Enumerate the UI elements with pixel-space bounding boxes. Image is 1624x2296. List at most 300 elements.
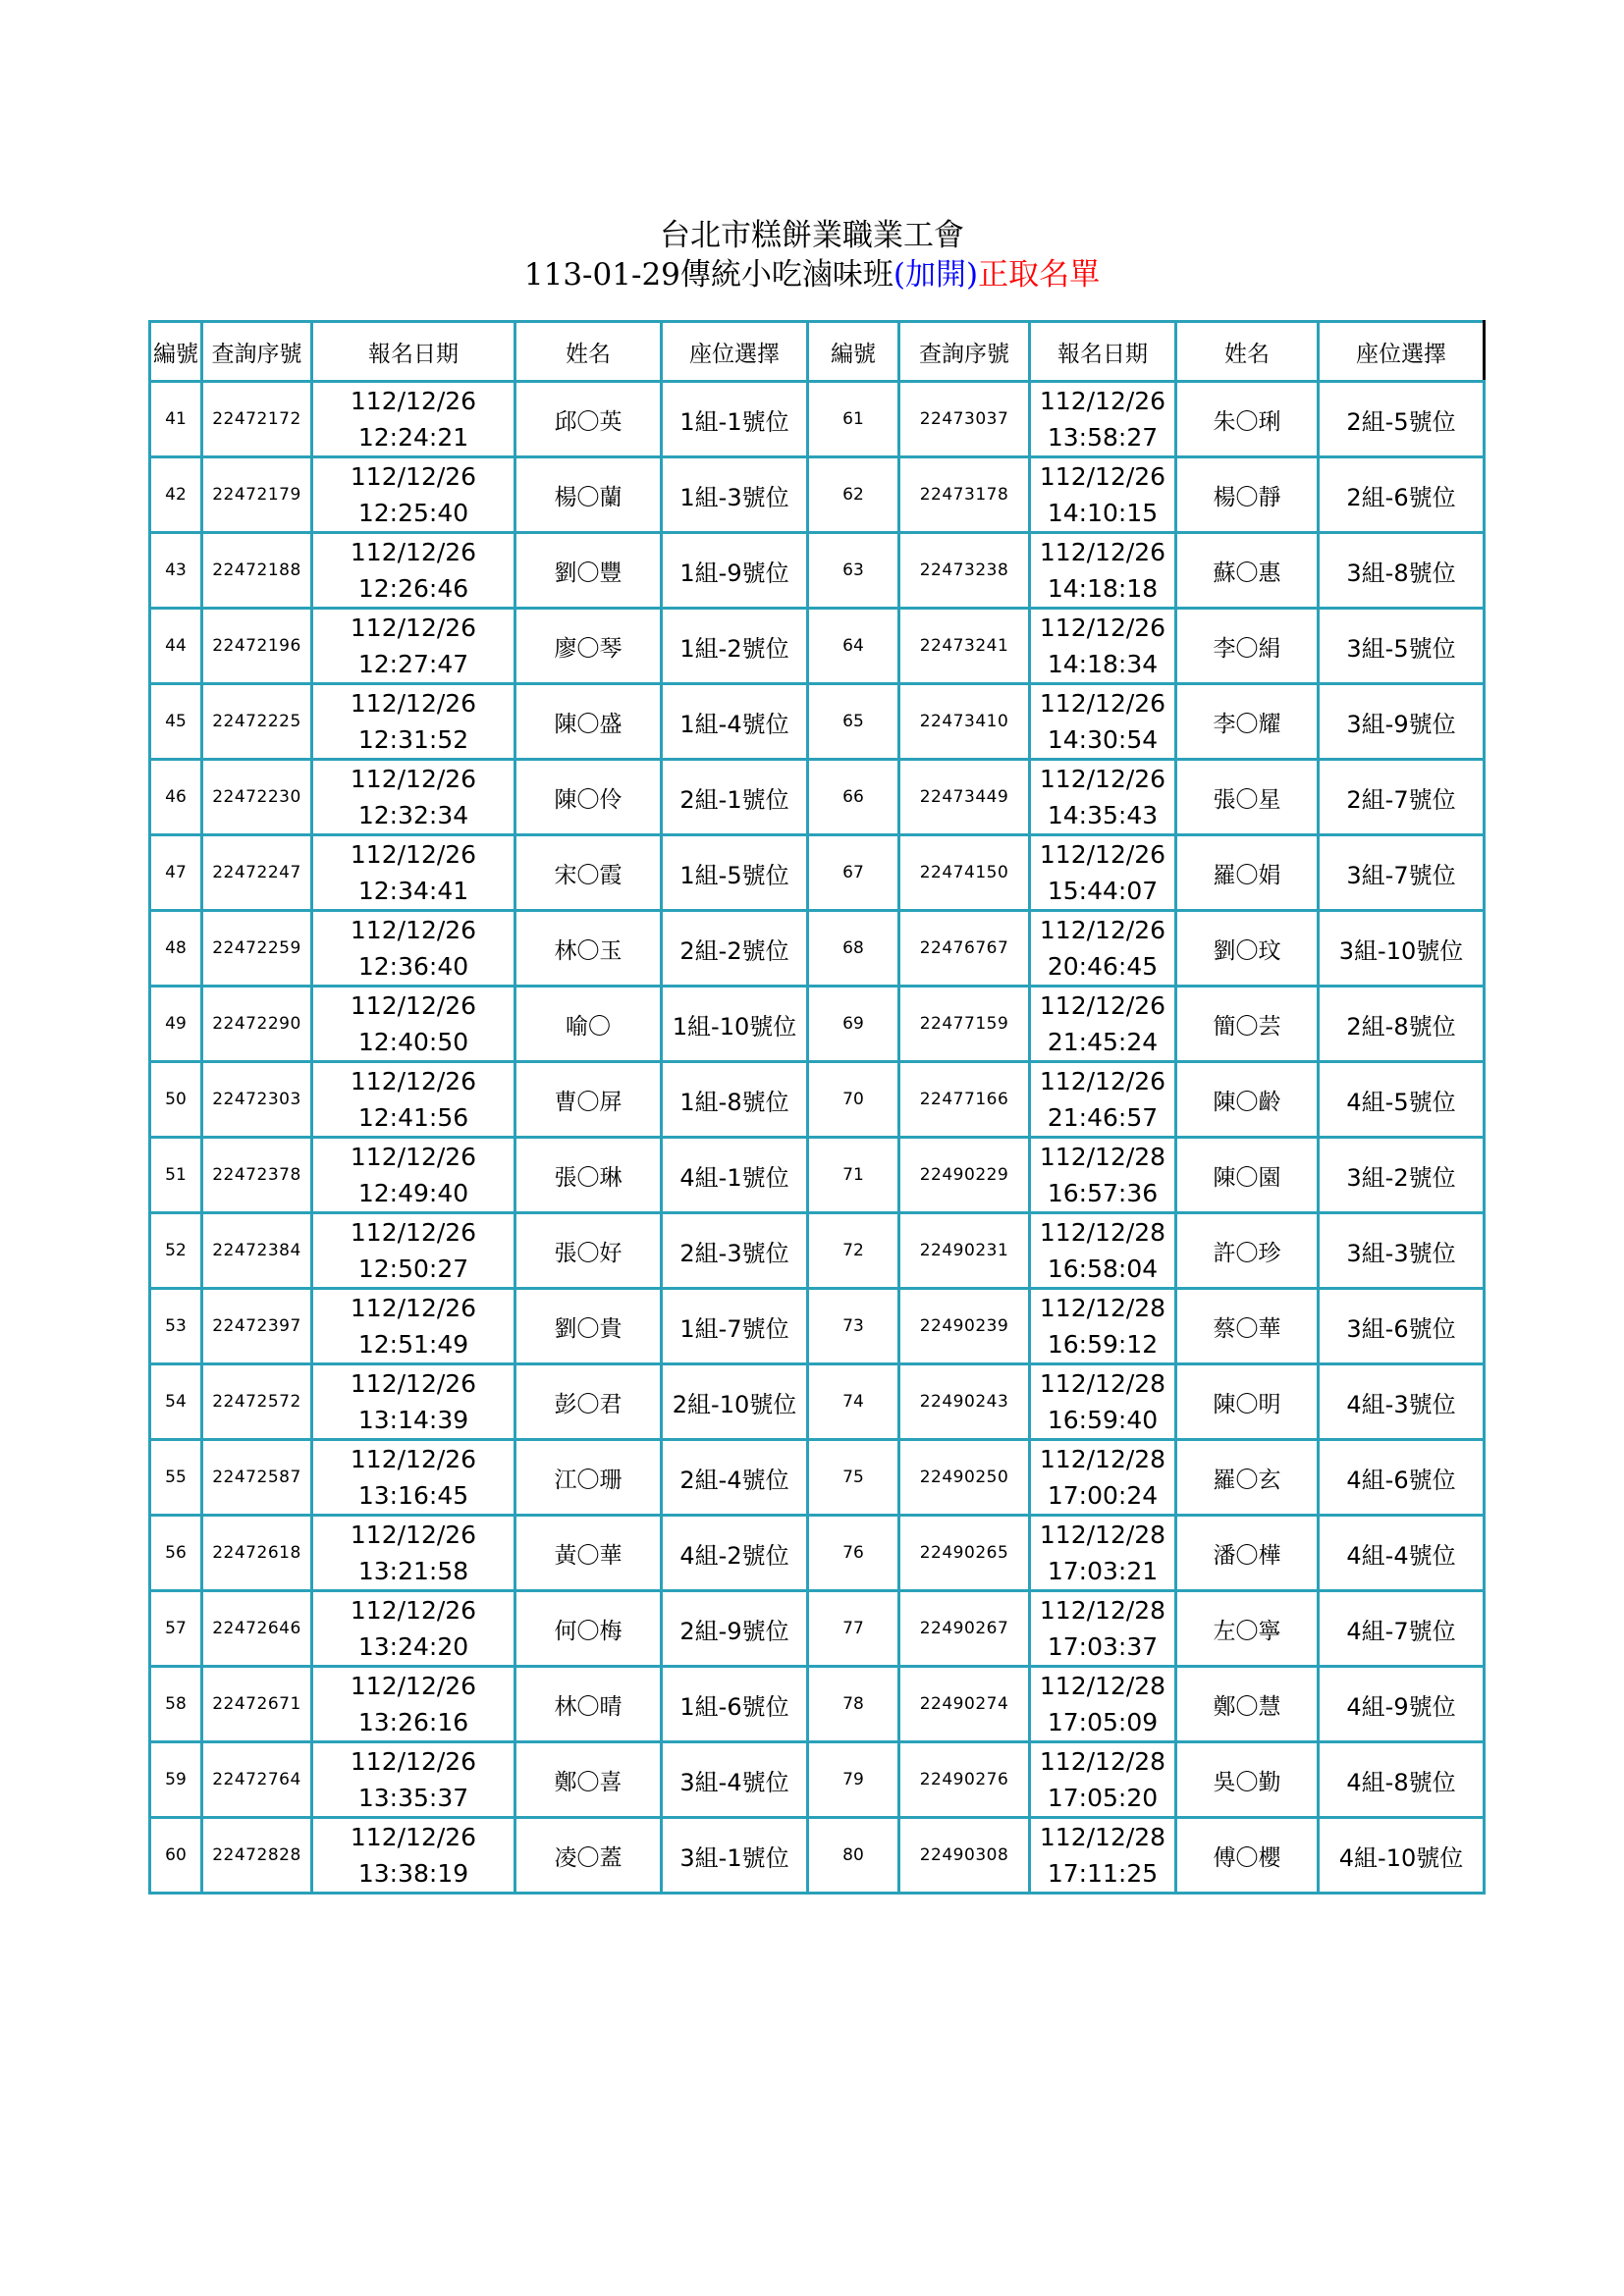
signup-date: 112/12/28 xyxy=(1039,1823,1166,1851)
signup-date: 112/12/28 xyxy=(1039,1369,1166,1398)
query-id: 22490308 xyxy=(899,1818,1030,1894)
entry-number: 42 xyxy=(150,457,202,533)
admission-roster-table xyxy=(148,320,1486,1895)
signup-time: 12:25:40 xyxy=(357,499,469,527)
signup-datetime-cell xyxy=(1030,1289,1176,1364)
signup-date: 112/12/26 xyxy=(1039,991,1166,1020)
signup-datetime-cell xyxy=(312,1364,515,1440)
entry-number: 79 xyxy=(808,1742,899,1818)
signup-time: 16:59:12 xyxy=(1047,1330,1159,1359)
query-id: 22473410 xyxy=(899,684,1030,760)
query-id: 22472225 xyxy=(202,684,312,760)
entry-number: 52 xyxy=(150,1213,202,1289)
signup-time: 13:26:16 xyxy=(357,1708,469,1736)
roster-body xyxy=(150,382,1485,1894)
signup-time: 12:40:50 xyxy=(357,1028,469,1056)
signup-time: 12:51:49 xyxy=(357,1330,469,1359)
seat-assignment: 1組-6號位 xyxy=(662,1667,808,1742)
query-id: 22490276 xyxy=(899,1742,1030,1818)
entry-number: 63 xyxy=(808,533,899,609)
query-id: 22490231 xyxy=(899,1213,1030,1289)
signup-date: 112/12/26 xyxy=(350,916,477,944)
entry-number: 67 xyxy=(808,835,899,911)
query-id: 22490239 xyxy=(899,1289,1030,1364)
seat-assignment: 1組-7號位 xyxy=(662,1289,808,1364)
query-id: 22490243 xyxy=(899,1364,1030,1440)
applicant-name: 林〇晴 xyxy=(515,1667,662,1742)
seat-assignment: 3組-2號位 xyxy=(1319,1138,1485,1213)
signup-time: 17:00:24 xyxy=(1047,1481,1159,1510)
signup-date: 112/12/26 xyxy=(1039,765,1166,793)
signup-datetime-cell xyxy=(1030,1213,1176,1289)
table-row xyxy=(150,1364,1485,1440)
seat-assignment: 3組-3號位 xyxy=(1319,1213,1485,1289)
seat-assignment: 4組-5號位 xyxy=(1319,1062,1485,1138)
signup-time: 14:35:43 xyxy=(1047,801,1159,829)
applicant-name: 陳〇園 xyxy=(1176,1138,1319,1213)
query-id: 22476767 xyxy=(899,911,1030,987)
query-id: 22477159 xyxy=(899,987,1030,1062)
seat-assignment: 4組-6號位 xyxy=(1319,1440,1485,1516)
entry-number: 56 xyxy=(150,1516,202,1591)
signup-datetime-cell xyxy=(312,987,515,1062)
seat-assignment: 1組-5號位 xyxy=(662,835,808,911)
signup-datetime-cell xyxy=(312,1667,515,1742)
query-id: 22472397 xyxy=(202,1289,312,1364)
header-name: 姓名 xyxy=(515,322,662,382)
entry-number: 49 xyxy=(150,987,202,1062)
applicant-name: 鄭〇喜 xyxy=(515,1742,662,1818)
entry-number: 61 xyxy=(808,382,899,457)
applicant-name: 劉〇貴 xyxy=(515,1289,662,1364)
entry-number: 72 xyxy=(808,1213,899,1289)
signup-date: 112/12/26 xyxy=(350,462,477,491)
signup-time: 12:34:41 xyxy=(357,877,469,905)
signup-datetime-cell xyxy=(1030,1138,1176,1213)
seat-assignment: 1組-1號位 xyxy=(662,382,808,457)
applicant-name: 彭〇君 xyxy=(515,1364,662,1440)
entry-number: 50 xyxy=(150,1062,202,1138)
signup-date: 112/12/26 xyxy=(350,689,477,718)
signup-time: 21:46:57 xyxy=(1047,1103,1159,1132)
signup-time: 13:38:19 xyxy=(357,1859,469,1888)
signup-date: 112/12/26 xyxy=(1039,1067,1166,1095)
entry-number: 80 xyxy=(808,1818,899,1894)
table-row xyxy=(150,1516,1485,1591)
signup-datetime-cell xyxy=(312,1818,515,1894)
entry-number: 77 xyxy=(808,1591,899,1667)
applicant-name: 曹〇屏 xyxy=(515,1062,662,1138)
signup-date: 112/12/26 xyxy=(350,1218,477,1247)
entry-number: 58 xyxy=(150,1667,202,1742)
seat-assignment: 1組-3號位 xyxy=(662,457,808,533)
query-id: 22473178 xyxy=(899,457,1030,533)
entry-number: 48 xyxy=(150,911,202,987)
header-seat: 座位選擇 xyxy=(1319,322,1485,382)
signup-date: 112/12/26 xyxy=(350,1596,477,1625)
header-number: 編號 xyxy=(808,322,899,382)
seat-assignment: 3組-7號位 xyxy=(1319,835,1485,911)
query-id: 22472671 xyxy=(202,1667,312,1742)
signup-datetime-cell xyxy=(1030,684,1176,760)
header-query-id: 查詢序號 xyxy=(899,322,1030,382)
query-id: 22472196 xyxy=(202,609,312,684)
applicant-name: 簡〇芸 xyxy=(1176,987,1319,1062)
signup-time: 13:24:20 xyxy=(357,1632,469,1661)
seat-assignment: 1組-4號位 xyxy=(662,684,808,760)
signup-datetime-cell xyxy=(1030,1818,1176,1894)
entry-number: 74 xyxy=(808,1364,899,1440)
header-seat: 座位選擇 xyxy=(662,322,808,382)
signup-datetime-cell xyxy=(1030,911,1176,987)
seat-assignment: 3組-5號位 xyxy=(1319,609,1485,684)
applicant-name: 凌〇蓋 xyxy=(515,1818,662,1894)
table-row xyxy=(150,1818,1485,1894)
signup-date: 112/12/28 xyxy=(1039,1672,1166,1700)
seat-assignment: 2組-8號位 xyxy=(1319,987,1485,1062)
entry-number: 41 xyxy=(150,382,202,457)
signup-time: 12:26:46 xyxy=(357,574,469,603)
applicant-name: 鄭〇慧 xyxy=(1176,1667,1319,1742)
signup-datetime-cell xyxy=(1030,1516,1176,1591)
query-id: 22490250 xyxy=(899,1440,1030,1516)
signup-time: 14:10:15 xyxy=(1047,499,1159,527)
header-name: 姓名 xyxy=(1176,322,1319,382)
document-title xyxy=(0,216,1624,294)
seat-assignment: 4組-2號位 xyxy=(662,1516,808,1591)
table-row xyxy=(150,987,1485,1062)
query-id: 22472179 xyxy=(202,457,312,533)
applicant-name: 楊〇蘭 xyxy=(515,457,662,533)
query-id: 22477166 xyxy=(899,1062,1030,1138)
signup-datetime-cell xyxy=(1030,1440,1176,1516)
signup-datetime-cell xyxy=(312,1742,515,1818)
signup-datetime-cell xyxy=(312,382,515,457)
entry-number: 46 xyxy=(150,760,202,835)
signup-datetime-cell xyxy=(312,609,515,684)
applicant-name: 何〇梅 xyxy=(515,1591,662,1667)
entry-number: 68 xyxy=(808,911,899,987)
signup-time: 13:58:27 xyxy=(1047,423,1159,452)
signup-time: 14:30:54 xyxy=(1047,725,1159,754)
signup-datetime-cell xyxy=(1030,1667,1176,1742)
signup-datetime-cell xyxy=(312,1289,515,1364)
entry-number: 54 xyxy=(150,1364,202,1440)
seat-assignment: 2組-7號位 xyxy=(1319,760,1485,835)
signup-datetime-cell xyxy=(1030,382,1176,457)
header-row xyxy=(150,322,1485,382)
signup-datetime-cell xyxy=(312,760,515,835)
signup-date: 112/12/26 xyxy=(350,1067,477,1095)
table-row xyxy=(150,533,1485,609)
applicant-name: 許〇珍 xyxy=(1176,1213,1319,1289)
entry-number: 78 xyxy=(808,1667,899,1742)
signup-date: 112/12/26 xyxy=(350,614,477,642)
signup-time: 16:57:36 xyxy=(1047,1179,1159,1207)
applicant-name: 羅〇玄 xyxy=(1176,1440,1319,1516)
seat-assignment: 2組-1號位 xyxy=(662,760,808,835)
signup-date: 112/12/26 xyxy=(350,991,477,1020)
entry-number: 64 xyxy=(808,609,899,684)
signup-date: 112/12/28 xyxy=(1039,1521,1166,1549)
seat-assignment: 1組-9號位 xyxy=(662,533,808,609)
query-id: 22472247 xyxy=(202,835,312,911)
seat-assignment: 2組-2號位 xyxy=(662,911,808,987)
signup-datetime-cell xyxy=(1030,760,1176,835)
signup-date: 112/12/26 xyxy=(1039,538,1166,566)
table-row xyxy=(150,1667,1485,1742)
query-id: 22472572 xyxy=(202,1364,312,1440)
signup-time: 12:31:52 xyxy=(357,725,469,754)
signup-time: 13:14:39 xyxy=(357,1406,469,1434)
signup-datetime-cell xyxy=(312,1062,515,1138)
table-row xyxy=(150,457,1485,533)
signup-time: 12:24:21 xyxy=(357,423,469,452)
applicant-name: 林〇玉 xyxy=(515,911,662,987)
signup-date: 112/12/26 xyxy=(350,538,477,566)
signup-datetime-cell xyxy=(1030,1742,1176,1818)
signup-date: 112/12/28 xyxy=(1039,1596,1166,1625)
query-id: 22490265 xyxy=(899,1516,1030,1591)
signup-time: 12:50:27 xyxy=(357,1255,469,1283)
entry-number: 59 xyxy=(150,1742,202,1818)
applicant-name: 李〇耀 xyxy=(1176,684,1319,760)
entry-number: 70 xyxy=(808,1062,899,1138)
admitted-list-label: 正取名單 xyxy=(978,257,1101,293)
entry-number: 60 xyxy=(150,1818,202,1894)
signup-date: 112/12/26 xyxy=(1039,387,1166,415)
applicant-name: 陳〇明 xyxy=(1176,1364,1319,1440)
entry-number: 75 xyxy=(808,1440,899,1516)
header-query-id: 查詢序號 xyxy=(202,322,312,382)
seat-assignment: 2組-4號位 xyxy=(662,1440,808,1516)
signup-date: 112/12/26 xyxy=(350,1521,477,1549)
applicant-name: 江〇珊 xyxy=(515,1440,662,1516)
signup-date: 112/12/26 xyxy=(1039,689,1166,718)
seat-assignment: 3組-10號位 xyxy=(1319,911,1485,987)
signup-time: 20:46:45 xyxy=(1047,952,1159,981)
seat-assignment: 3組-4號位 xyxy=(662,1742,808,1818)
query-id: 22472303 xyxy=(202,1062,312,1138)
query-id: 22473241 xyxy=(899,609,1030,684)
signup-datetime-cell xyxy=(1030,533,1176,609)
entry-number: 47 xyxy=(150,835,202,911)
applicant-name: 蔡〇華 xyxy=(1176,1289,1319,1364)
entry-number: 62 xyxy=(808,457,899,533)
applicant-name: 蘇〇惠 xyxy=(1176,533,1319,609)
class-list-title xyxy=(0,255,1624,294)
seat-assignment: 4組-3號位 xyxy=(1319,1364,1485,1440)
query-id: 22472618 xyxy=(202,1516,312,1591)
applicant-name: 張〇琳 xyxy=(515,1138,662,1213)
table-row xyxy=(150,835,1485,911)
signup-datetime-cell xyxy=(312,1591,515,1667)
applicant-name: 劉〇豐 xyxy=(515,533,662,609)
signup-time: 12:41:56 xyxy=(357,1103,469,1132)
signup-date: 112/12/28 xyxy=(1039,1294,1166,1322)
seat-assignment: 4組-4號位 xyxy=(1319,1516,1485,1591)
seat-assignment: 2組-3號位 xyxy=(662,1213,808,1289)
applicant-name: 劉〇玟 xyxy=(1176,911,1319,987)
signup-date: 112/12/28 xyxy=(1039,1445,1166,1473)
query-id: 22473238 xyxy=(899,533,1030,609)
signup-date: 112/12/26 xyxy=(1039,614,1166,642)
query-id: 22472384 xyxy=(202,1213,312,1289)
signup-datetime-cell xyxy=(1030,987,1176,1062)
entry-number: 55 xyxy=(150,1440,202,1516)
applicant-name: 黃〇華 xyxy=(515,1516,662,1591)
signup-date: 112/12/26 xyxy=(350,1445,477,1473)
signup-date: 112/12/26 xyxy=(350,1294,477,1322)
signup-date: 112/12/26 xyxy=(350,1369,477,1398)
union-name: 台北市糕餅業職業工會 xyxy=(660,218,964,253)
signup-time: 12:49:40 xyxy=(357,1179,469,1207)
applicant-name: 陳〇齡 xyxy=(1176,1062,1319,1138)
signup-date: 112/12/26 xyxy=(350,1747,477,1776)
seat-assignment: 1組-10號位 xyxy=(662,987,808,1062)
table-row xyxy=(150,1138,1485,1213)
signup-date: 112/12/26 xyxy=(1039,916,1166,944)
signup-time: 12:32:34 xyxy=(357,801,469,829)
entry-number: 45 xyxy=(150,684,202,760)
signup-time: 14:18:18 xyxy=(1047,574,1159,603)
signup-datetime-cell xyxy=(312,1138,515,1213)
signup-datetime-cell xyxy=(1030,1062,1176,1138)
seat-assignment: 4組-1號位 xyxy=(662,1138,808,1213)
query-id: 22472290 xyxy=(202,987,312,1062)
query-id: 22490229 xyxy=(899,1138,1030,1213)
applicant-name: 羅〇娟 xyxy=(1176,835,1319,911)
signup-date: 112/12/26 xyxy=(350,840,477,869)
seat-assignment: 2組-6號位 xyxy=(1319,457,1485,533)
entry-number: 66 xyxy=(808,760,899,835)
seat-assignment: 4組-8號位 xyxy=(1319,1742,1485,1818)
applicant-name: 傅〇櫻 xyxy=(1176,1818,1319,1894)
signup-time: 17:05:09 xyxy=(1047,1708,1159,1736)
table-row xyxy=(150,1062,1485,1138)
applicant-name: 吳〇勤 xyxy=(1176,1742,1319,1818)
signup-time: 21:45:24 xyxy=(1047,1028,1159,1056)
query-id: 22472378 xyxy=(202,1138,312,1213)
query-id: 22490274 xyxy=(899,1667,1030,1742)
query-id: 22472188 xyxy=(202,533,312,609)
table-row xyxy=(150,382,1485,457)
signup-date: 112/12/26 xyxy=(1039,462,1166,491)
signup-time: 12:36:40 xyxy=(357,952,469,981)
entry-number: 43 xyxy=(150,533,202,609)
entry-number: 51 xyxy=(150,1138,202,1213)
signup-time: 12:27:47 xyxy=(357,650,469,678)
seat-assignment: 3組-8號位 xyxy=(1319,533,1485,609)
signup-datetime-cell xyxy=(312,1213,515,1289)
table-row xyxy=(150,609,1485,684)
signup-datetime-cell xyxy=(312,457,515,533)
signup-datetime-cell xyxy=(1030,835,1176,911)
query-id: 22472646 xyxy=(202,1591,312,1667)
applicant-name: 潘〇樺 xyxy=(1176,1516,1319,1591)
signup-date: 112/12/28 xyxy=(1039,1143,1166,1171)
applicant-name: 邱〇英 xyxy=(515,382,662,457)
query-id: 22472828 xyxy=(202,1818,312,1894)
header-signup-date: 報名日期 xyxy=(312,322,515,382)
signup-time: 16:59:40 xyxy=(1047,1406,1159,1434)
signup-date: 112/12/28 xyxy=(1039,1218,1166,1247)
signup-date: 112/12/26 xyxy=(350,387,477,415)
entry-number: 69 xyxy=(808,987,899,1062)
seat-assignment: 3組-9號位 xyxy=(1319,684,1485,760)
entry-number: 71 xyxy=(808,1138,899,1213)
signup-time: 17:05:20 xyxy=(1047,1784,1159,1812)
signup-time: 17:11:25 xyxy=(1047,1859,1159,1888)
applicant-name: 張〇星 xyxy=(1176,760,1319,835)
header-signup-date: 報名日期 xyxy=(1030,322,1176,382)
signup-date: 112/12/26 xyxy=(350,1823,477,1851)
signup-time: 16:58:04 xyxy=(1047,1255,1159,1283)
signup-datetime-cell xyxy=(1030,609,1176,684)
table-row xyxy=(150,1289,1485,1364)
table-row xyxy=(150,760,1485,835)
table-row xyxy=(150,684,1485,760)
seat-assignment: 4組-7號位 xyxy=(1319,1591,1485,1667)
query-id: 22472764 xyxy=(202,1742,312,1818)
applicant-name: 左〇寧 xyxy=(1176,1591,1319,1667)
signup-time: 13:35:37 xyxy=(357,1784,469,1812)
signup-time: 13:16:45 xyxy=(357,1481,469,1510)
seat-assignment: 1組-8號位 xyxy=(662,1062,808,1138)
signup-time: 15:44:07 xyxy=(1047,877,1159,905)
applicant-name: 陳〇伶 xyxy=(515,760,662,835)
table-row xyxy=(150,1213,1485,1289)
entry-number: 53 xyxy=(150,1289,202,1364)
signup-datetime-cell xyxy=(1030,457,1176,533)
seat-assignment: 2組-10號位 xyxy=(662,1364,808,1440)
signup-time: 13:21:58 xyxy=(357,1557,469,1585)
applicant-name: 喻〇 xyxy=(515,987,662,1062)
signup-datetime-cell xyxy=(312,1516,515,1591)
signup-datetime-cell xyxy=(1030,1364,1176,1440)
table-row xyxy=(150,1742,1485,1818)
entry-number: 73 xyxy=(808,1289,899,1364)
applicant-name: 張〇好 xyxy=(515,1213,662,1289)
entry-number: 65 xyxy=(808,684,899,760)
entry-number: 44 xyxy=(150,609,202,684)
applicant-name: 李〇絹 xyxy=(1176,609,1319,684)
query-id: 22472259 xyxy=(202,911,312,987)
signup-time: 14:18:34 xyxy=(1047,650,1159,678)
signup-time: 17:03:21 xyxy=(1047,1557,1159,1585)
applicant-name: 楊〇靜 xyxy=(1176,457,1319,533)
seat-assignment: 4組-9號位 xyxy=(1319,1667,1485,1742)
table-row xyxy=(150,1591,1485,1667)
seat-assignment: 3組-1號位 xyxy=(662,1818,808,1894)
query-id: 22472172 xyxy=(202,382,312,457)
signup-date: 112/12/28 xyxy=(1039,1747,1166,1776)
signup-date: 112/12/26 xyxy=(350,765,477,793)
applicant-name: 宋〇霞 xyxy=(515,835,662,911)
signup-time: 17:03:37 xyxy=(1047,1632,1159,1661)
header-number: 編號 xyxy=(150,322,202,382)
query-id: 22474150 xyxy=(899,835,1030,911)
query-id: 22473037 xyxy=(899,382,1030,457)
signup-datetime-cell xyxy=(312,1440,515,1516)
signup-datetime-cell xyxy=(312,911,515,987)
extra-session-tag: (加開) xyxy=(893,257,979,293)
query-id: 22472230 xyxy=(202,760,312,835)
class-name: 113-01-29傳統小吃滷味班 xyxy=(523,257,893,293)
seat-assignment: 2組-9號位 xyxy=(662,1591,808,1667)
query-id: 22490267 xyxy=(899,1591,1030,1667)
entry-number: 57 xyxy=(150,1591,202,1667)
